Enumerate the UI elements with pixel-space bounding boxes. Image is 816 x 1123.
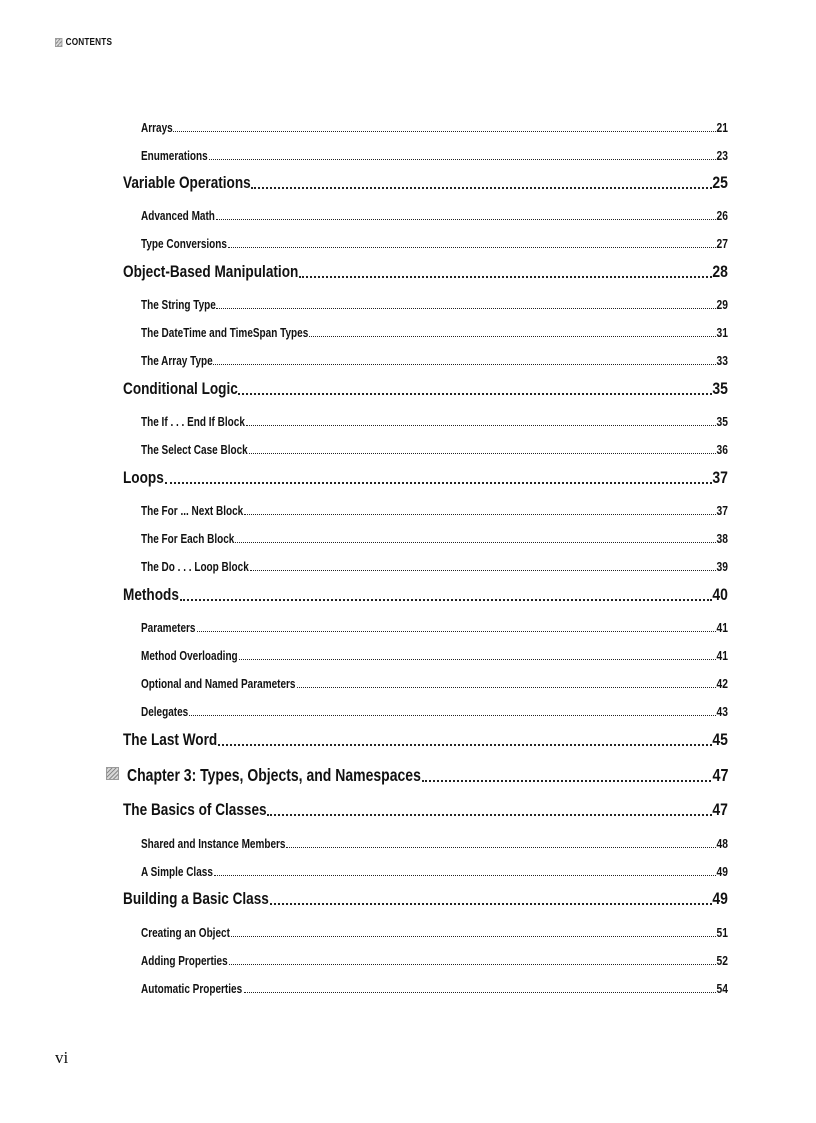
toc-entry-page: 48 [716, 837, 728, 851]
toc-entry-page: 49 [712, 889, 728, 908]
page-number: vi [55, 1048, 69, 1067]
dot-leader [422, 779, 710, 782]
toc-entry-page: 31 [716, 326, 728, 340]
toc-entry-title: Object-Based Manipulation [123, 262, 299, 281]
toc-entry-title: The String Type [141, 298, 216, 312]
toc-section-entry[interactable] [123, 585, 728, 605]
toc-entry-page: 54 [716, 982, 728, 996]
toc-entry-title: Creating an Object [141, 926, 230, 940]
toc-entry-title: The Last Word [123, 730, 218, 749]
dot-leader [173, 130, 715, 132]
toc-entry-title: Optional and Named Parameters [141, 677, 296, 691]
toc-entry-title: The DateTime and TimeSpan Types [141, 326, 309, 340]
toc-entry-title: Type Conversions [141, 237, 227, 251]
toc-entry-title: Methods [123, 585, 179, 604]
dot-leader [218, 743, 712, 746]
dot-leader [244, 991, 716, 993]
toc-subsection-entry[interactable] [141, 649, 728, 663]
toc-section-entry[interactable] [123, 379, 728, 399]
toc-subsection-entry[interactable] [141, 926, 728, 940]
dot-leader [235, 541, 716, 543]
dot-leader [216, 307, 715, 309]
dot-leader [250, 569, 716, 571]
toc-entry-page: 47 [712, 800, 728, 819]
dot-leader [213, 363, 715, 365]
toc-entry-title: Advanced Math [141, 209, 215, 223]
toc-subsection-entry[interactable] [141, 121, 728, 135]
toc-entry-page: 28 [712, 262, 728, 281]
toc-subsection-entry[interactable] [141, 443, 728, 457]
toc-entry-page: 29 [716, 298, 728, 312]
toc-entry-title: Parameters [141, 621, 196, 635]
toc-subsection-entry[interactable] [141, 354, 728, 368]
toc-section-entry[interactable] [123, 173, 728, 193]
toc-entry-title: Enumerations [141, 149, 208, 163]
toc-entry-page: 37 [712, 468, 728, 487]
toc-subsection-entry[interactable] [141, 326, 728, 340]
dot-leader [286, 846, 716, 848]
toc-subsection-entry[interactable] [141, 532, 728, 546]
dot-leader [228, 246, 715, 248]
toc-subsection-entry[interactable] [141, 621, 728, 635]
toc-subsection-entry[interactable] [141, 504, 728, 518]
header-label: CONTENTS [65, 37, 113, 48]
toc-subsection-entry[interactable] [141, 705, 728, 719]
toc-entry-title: The Basics of Classes [123, 800, 267, 819]
toc-subsection-entry[interactable] [141, 415, 728, 429]
toc-entry-page: 49 [716, 865, 728, 879]
toc-entry-title: Shared and Instance Members [141, 837, 286, 851]
toc-subsection-entry[interactable] [141, 865, 728, 879]
toc-subsection-entry[interactable] [141, 298, 728, 312]
toc-section-entry[interactable] [123, 730, 728, 750]
toc-entry-page: 41 [716, 649, 728, 663]
dot-leader [180, 598, 712, 601]
dot-leader [197, 630, 716, 632]
toc-section-entry[interactable] [123, 468, 728, 488]
toc-entry-title: A Simple Class [141, 865, 213, 879]
toc-subsection-entry[interactable] [141, 982, 728, 996]
toc-entry-page: 42 [716, 677, 728, 691]
toc-section-entry[interactable] [123, 889, 728, 909]
toc-section-entry[interactable] [123, 800, 728, 820]
hatched-square-icon [106, 767, 119, 780]
toc-section-entry[interactable] [123, 262, 728, 282]
toc-entry-title: The Do . . . Loop Block [141, 560, 249, 574]
toc-entry-page: 27 [716, 237, 728, 251]
dot-leader [244, 513, 716, 515]
dot-leader [239, 658, 716, 660]
toc-entry-page: 38 [716, 532, 728, 546]
toc-subsection-entry[interactable] [141, 837, 728, 851]
toc-entry-title: Automatic Properties [141, 982, 243, 996]
toc-entry-page: 52 [716, 954, 728, 968]
toc-entry-page: 37 [716, 504, 728, 518]
toc-entry-title: Loops [123, 468, 164, 487]
dot-leader [309, 335, 715, 337]
toc-entry-page: 47 [712, 765, 728, 785]
toc-entry-title: Delegates [141, 705, 189, 719]
toc-entry-page: 51 [716, 926, 728, 940]
toc-subsection-entry[interactable] [141, 149, 728, 163]
dot-leader [267, 813, 711, 816]
toc-entry-page: 26 [716, 209, 728, 223]
dot-leader [209, 158, 716, 160]
toc-entry-page: 25 [712, 173, 728, 192]
dot-leader [231, 935, 716, 937]
dot-leader [299, 275, 711, 278]
toc-entry-title: Chapter 3: Types, Objects, and Namespaces [127, 765, 421, 785]
toc-subsection-entry[interactable] [141, 954, 728, 968]
toc-entry-title: The For Each Block [141, 532, 235, 546]
toc-entry-page: 21 [716, 121, 728, 135]
toc-entry-page: 45 [712, 730, 728, 749]
toc-subsection-entry[interactable] [141, 560, 728, 574]
toc-subsection-entry[interactable] [141, 677, 728, 691]
toc-entry-title: The If . . . End If Block [141, 415, 245, 429]
toc-entry-title: The For ... Next Block [141, 504, 244, 518]
toc-entry-page: 41 [716, 621, 728, 635]
toc-entry-page: 33 [716, 354, 728, 368]
dot-leader [297, 686, 716, 688]
toc-entry-page: 40 [712, 585, 728, 604]
toc-entry-page: 35 [712, 379, 728, 398]
dot-leader [251, 186, 711, 189]
dot-leader [229, 963, 716, 965]
toc-subsection-entry[interactable] [141, 209, 728, 223]
toc-entry-title: Building a Basic Class [123, 889, 269, 908]
toc-entry-title: Variable Operations [123, 173, 251, 192]
toc-entry-title: The Select Case Block [141, 443, 248, 457]
dot-leader [214, 874, 716, 876]
dot-leader [249, 452, 716, 454]
dot-leader [238, 392, 711, 395]
dot-leader [165, 481, 712, 484]
toc-subsection-entry[interactable] [141, 237, 728, 251]
toc-entry-title: Adding Properties [141, 954, 228, 968]
toc-entry-title: The Array Type [141, 354, 213, 368]
toc-chapter-entry[interactable] [127, 765, 728, 786]
dot-leader [270, 902, 711, 905]
toc-entry-page: 23 [716, 149, 728, 163]
toc-entry-title: Arrays [141, 121, 173, 135]
toc-entry-page: 39 [716, 560, 728, 574]
dot-leader [189, 714, 715, 716]
dot-leader [216, 218, 715, 220]
dot-leader [246, 424, 716, 426]
toc-entry-title: Method Overloading [141, 649, 238, 663]
toc-entry-title: Conditional Logic [123, 379, 238, 398]
toc-entry-page: 36 [716, 443, 728, 457]
toc-entry-page: 43 [716, 705, 728, 719]
toc-entry-page: 35 [716, 415, 728, 429]
